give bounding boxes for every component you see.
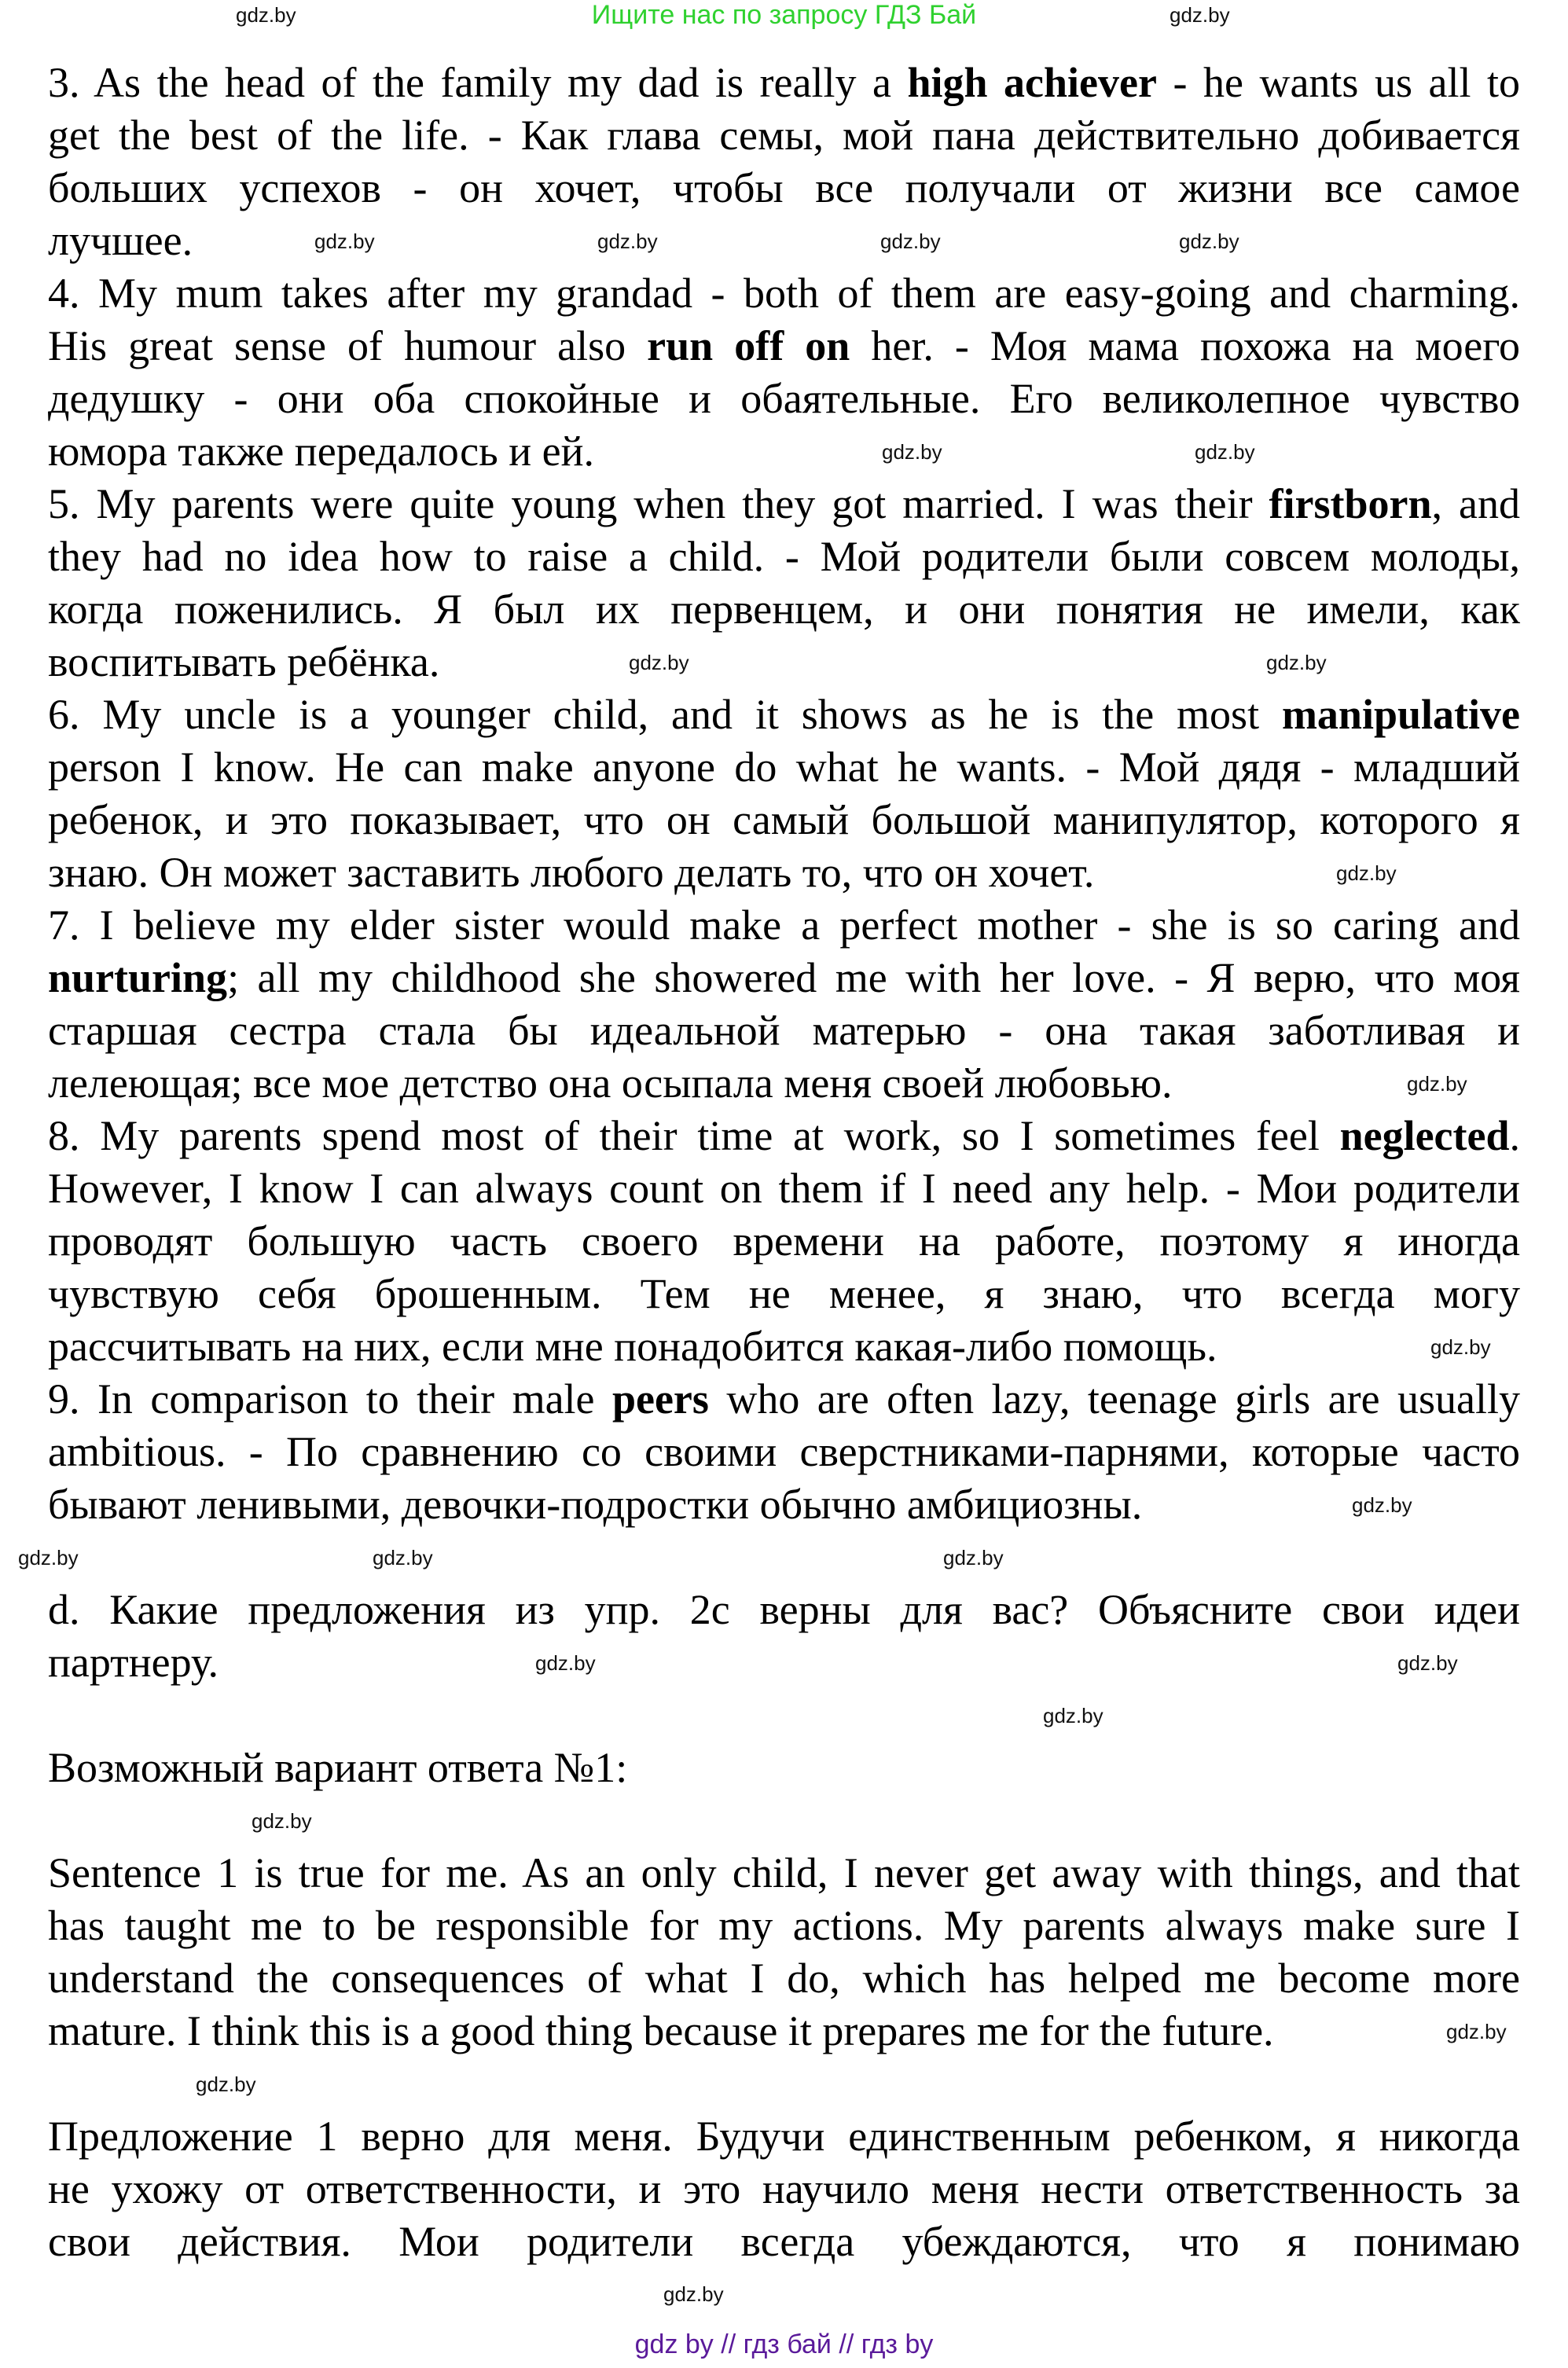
text-line [48, 1426, 1520, 1478]
text-segment: бывают ленивыми, девочки-подростки обычно амбициозны. [48, 1481, 1143, 1528]
text-line [48, 1742, 627, 1794]
text-line [48, 1847, 1520, 1900]
text-line [48, 1320, 1217, 1373]
text-line [48, 636, 439, 688]
text-segment: 8. My parents spend most of their time at work, so I sometimes feel [48, 1112, 1340, 1159]
text-segment: Предложение 1 верно для меня. Будучи единственным ребенком, я никогда [48, 2113, 1520, 2160]
text-segment: 9. In comparison to their male [48, 1375, 612, 1423]
text-segment: understand the consequences of what I do, which has helped me become more [48, 1955, 1520, 2002]
text-line [48, 162, 1520, 215]
text-line [48, 1952, 1520, 2005]
vocabulary-term: high achiever [907, 59, 1157, 106]
text-segment: they had no idea how to raise a child. - Мой родители были совсем молоды, [48, 533, 1520, 580]
vocabulary-term: run off on [647, 322, 850, 369]
text-segment: , and [1431, 480, 1520, 527]
text-segment: 4. My mum takes after my grandad - both of them are easy-going and charming. [48, 270, 1520, 317]
vocabulary-term: manipulative [1281, 691, 1520, 738]
watermark: gdz.by [1336, 861, 1397, 885]
text-segment: 3. As the head of the family my dad is really a [48, 59, 908, 106]
text-line [48, 1636, 218, 1689]
watermark: gdz.by [880, 229, 941, 253]
text-segment: Возможный вариант ответа №1: [48, 1744, 628, 1791]
text-line [48, 1373, 1520, 1426]
text-segment: не ухожу от ответственности, и это научило меня нести ответственность за [48, 2165, 1520, 2212]
text-segment: чувствую себя брошенным. Тем не менее, я знаю, что всегда могу [48, 1270, 1520, 1317]
watermark: gdz.by [314, 229, 375, 253]
text-segment: However, I know I can always count on them if I need any help. - Мои родители [48, 1165, 1520, 1212]
text-line [48, 267, 1520, 320]
text-line [48, 583, 1520, 636]
watermark: gdz.by [882, 440, 942, 464]
text-line [48, 794, 1520, 846]
text-segment: партнеру. [48, 1639, 219, 1686]
watermark: gdz.by [943, 1546, 1004, 1569]
text-segment: Sentence 1 is true for me. As an only child, I never get away with things, and that [48, 1849, 1520, 1896]
text-line [48, 478, 1520, 531]
watermark: gdz.by [1179, 229, 1239, 253]
text-line [48, 1268, 1520, 1320]
vocabulary-term: firstborn [1269, 480, 1432, 527]
text-segment: проводят большую часть своего времени на работе, поэтому я иногда [48, 1217, 1520, 1265]
text-line [48, 1478, 1142, 1531]
text-line [48, 1215, 1520, 1268]
text-segment: 6. My uncle is a younger child, and it shows as he is the most [48, 691, 1282, 738]
text-line [48, 1004, 1520, 1057]
text-line [48, 688, 1520, 741]
text-segment: старшая сестра стала бы идеальной матерью - она такая заботливая и [48, 1007, 1520, 1054]
text-segment: знаю. Он может заставить любого делать то, что он хочет. [48, 849, 1095, 896]
watermark: gdz.by [1266, 651, 1327, 674]
text-segment: her. - Моя мама похожа на моего [850, 322, 1521, 369]
text-segment: воспитывать ребёнка. [48, 638, 440, 685]
text-line [48, 2005, 1274, 2058]
text-line [48, 1584, 1520, 1636]
text-line [48, 2163, 1520, 2216]
site-footer[interactable]: gdz by // гдз бай // гдз by [634, 2329, 934, 2359]
watermark: gdz.by [1446, 2020, 1507, 2043]
text-segment: who are often lazy, teenage girls are usually [708, 1375, 1520, 1423]
text-segment: свои действия. Мои родители всегда убеждаются, что я понимаю [48, 2218, 1520, 2265]
watermark: gdz.by [1407, 1072, 1467, 1096]
watermark: gdz.by [629, 651, 689, 674]
text-line [48, 320, 1520, 373]
text-segment: mature. I think this is a good thing because it prepares me for the future. [48, 2007, 1274, 2054]
text-line [48, 1900, 1520, 1952]
text-segment: has taught me to be responsible for my actions. My parents always make sure I [48, 1902, 1520, 1949]
watermark: gdz.by [373, 1546, 433, 1569]
text-line [48, 109, 1520, 162]
watermark: gdz.by [236, 3, 296, 27]
text-segment: лучшее. [48, 217, 193, 264]
vocabulary-term: peers [611, 1375, 709, 1423]
watermark: gdz.by [1170, 3, 1230, 27]
watermark: gdz.by [597, 229, 658, 253]
text-segment: 5. My parents were quite young when they got married. I was their [48, 480, 1269, 527]
text-segment: . [1509, 1112, 1520, 1159]
watermark: gdz.by [1195, 440, 1255, 464]
text-segment: get the best of the life. - Как глава семы, мой пана действительно добивается [48, 112, 1520, 159]
text-line [48, 741, 1520, 794]
text-segment: - he wants us all to [1156, 59, 1520, 106]
text-segment: рассчитывать на них, если мне понадобится какая-либо помощь. [48, 1323, 1217, 1370]
text-line [48, 952, 1520, 1004]
text-line [48, 373, 1520, 425]
text-segment: ребенок, и это показывает, что он самый большой манипулятор, которого я [48, 796, 1520, 843]
watermark: gdz.by [1430, 1335, 1491, 1359]
text-line [48, 425, 594, 478]
vocabulary-term: neglected [1339, 1112, 1510, 1159]
text-segment: ambitious. - По сравнению со своими сверстниками-парнями, которые часто [48, 1428, 1520, 1475]
text-line [48, 1057, 1172, 1110]
text-line [48, 531, 1520, 583]
watermark: gdz.by [196, 2072, 256, 2096]
text-line [48, 1162, 1520, 1215]
text-segment: больших успехов - он хочет, чтобы все получали от жизни все самое [48, 164, 1520, 211]
watermark: gdz.by [535, 1651, 596, 1675]
text-line [48, 1110, 1520, 1162]
text-segment: person I know. He can make anyone do what he wants. - Мой дядя - младший [48, 743, 1520, 791]
text-line [48, 2216, 1520, 2268]
text-line [48, 2110, 1520, 2163]
watermark: gdz.by [663, 2282, 724, 2306]
text-segment: юмора также передалось и ей. [48, 428, 594, 475]
site-banner-link[interactable]: Ищите нас по запросу ГДЗ Бай [591, 0, 977, 30]
text-line [48, 899, 1520, 952]
text-segment: когда поженились. Я был их первенцем, и они понятия не имели, как [48, 586, 1520, 633]
watermark: gdz.by [1352, 1493, 1412, 1517]
watermark: gdz.by [252, 1809, 312, 1833]
text-segment: His great sense of humour also [48, 322, 648, 369]
text-segment: ; all my childhood she showered me with her love. - Я верю, что моя [227, 954, 1520, 1001]
text-line [48, 215, 193, 267]
text-line [48, 57, 1520, 109]
text-segment: лелеющая; все мое детство она осыпала меня своей любовью. [48, 1059, 1173, 1107]
watermark: gdz.by [18, 1546, 79, 1569]
watermark: gdz.by [1397, 1651, 1458, 1675]
text-line [48, 846, 1094, 899]
text-segment: d. Какие предложения из упр. 2с верны для вас? Объясните свои идеи [48, 1586, 1520, 1633]
watermark: gdz.by [1043, 1704, 1103, 1727]
vocabulary-term: nurturing [48, 954, 228, 1001]
text-segment: дедушку - они оба спокойные и обаятельные. Его великолепное чувство [48, 375, 1520, 422]
text-segment: 7. I believe my elder sister would make a perfect mother - she is so caring and [48, 901, 1520, 949]
